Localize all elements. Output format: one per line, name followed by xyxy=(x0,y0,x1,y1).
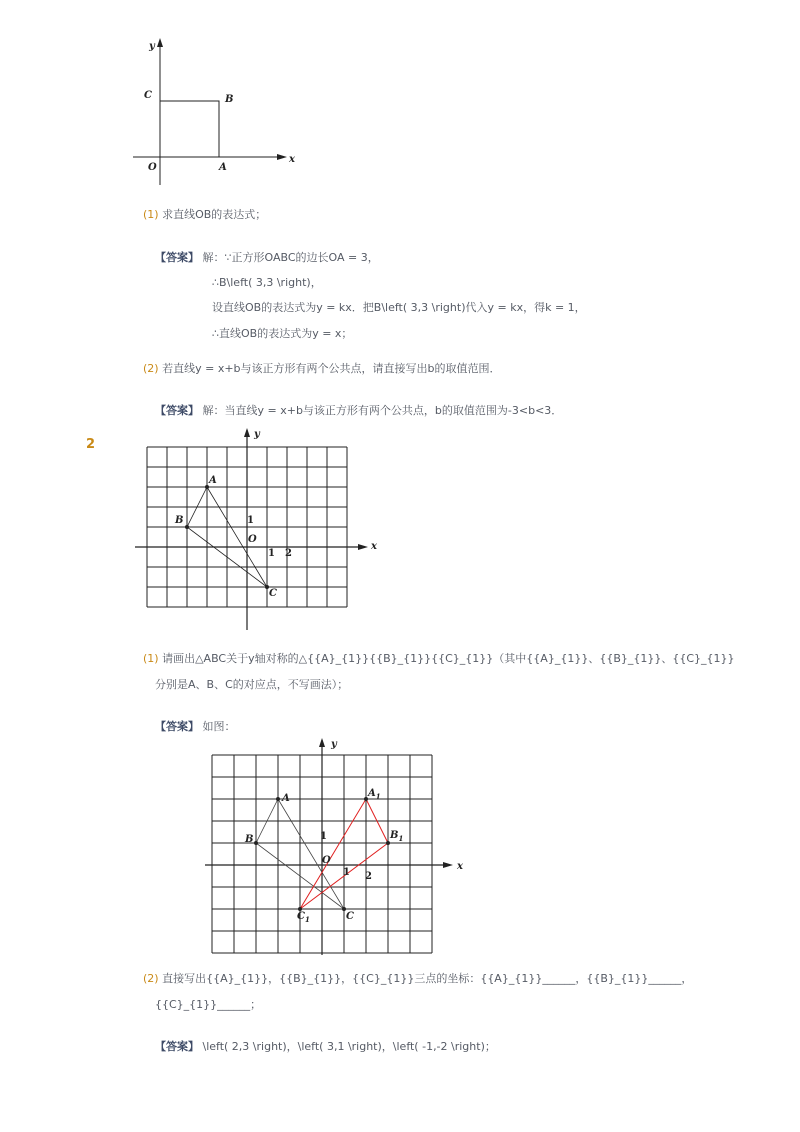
answer-text: 解：当直线y = x+b与该正方形有两个公共点，b的取值范围为-3<b<3． xyxy=(202,404,563,417)
origin-label: O xyxy=(248,534,257,545)
question-text-line-2: {{C}_{1}}______； xyxy=(155,998,262,1011)
question-text: 求直线OB的表达式； xyxy=(162,208,267,221)
question-number: (1) xyxy=(143,652,159,665)
answer-1-1 xyxy=(155,252,379,263)
question-1-2 xyxy=(143,363,501,374)
point-a-label: A xyxy=(219,162,227,173)
point-c1-label: $C_1$ xyxy=(297,911,310,924)
question-2-2 xyxy=(143,973,692,984)
problem-number: 2 xyxy=(86,437,96,452)
question-number: (2) xyxy=(143,972,159,985)
question-number: (1) xyxy=(143,208,159,221)
point-b-label: B xyxy=(225,94,234,105)
tick-label-y-1: 1 xyxy=(320,831,327,842)
point-c-label: C xyxy=(269,588,277,599)
tick-label-y-1: 1 xyxy=(247,515,254,526)
x-axis-label: x xyxy=(457,861,463,872)
origin-label: O xyxy=(322,855,331,866)
answer-2-2 xyxy=(155,1041,496,1052)
question-2-1 xyxy=(143,653,735,664)
point-b-label: B xyxy=(245,834,254,845)
answer-tag: 【答案】 xyxy=(155,720,199,733)
question-1-1 xyxy=(143,209,266,220)
point-c-label: C xyxy=(144,90,152,101)
answer-tag: 【答案】 xyxy=(155,1040,199,1053)
answer-line-1: 解：∵正方形OABC的边长OA = 3， xyxy=(202,251,379,264)
answer-line-4: ∴直线OB的表达式为y = x； xyxy=(212,327,353,340)
question-text: 若直线y = x+b与该正方形有两个公共点，请直接写出b的取值范围． xyxy=(162,362,501,375)
point-o-label: O xyxy=(148,162,157,173)
answer-tag: 【答案】 xyxy=(155,404,199,417)
answer-2-1 xyxy=(155,721,236,732)
question-text-line-2: 分别是A、B、C的对应点，不写画法）； xyxy=(155,678,349,691)
answer-text: \left( 2,3 \right)，\left( 3,1 \right)，\left( -1,-2 \right)； xyxy=(202,1040,496,1053)
point-b-label: B xyxy=(175,515,184,526)
answer-line-2: ∴B\left( 3,3 \right)， xyxy=(212,276,322,289)
y-axis-label: y xyxy=(331,739,337,750)
answer-tag: 【答案】 xyxy=(155,251,199,264)
x-axis-label: x xyxy=(289,154,295,165)
point-b1-label: $B_1$ xyxy=(390,830,404,843)
tick-label-x-1: 1 xyxy=(343,867,350,878)
answer-line-3: 设直线OB的表达式为y = kx．把B\left( 3,3 \right)代入y = kx，得k = 1， xyxy=(212,301,586,314)
point-a-label: A xyxy=(282,793,290,804)
tick-label-x-2: 2 xyxy=(365,871,372,882)
tick-label-x-2: 2 xyxy=(285,548,292,559)
y-axis-label: y xyxy=(149,41,155,52)
question-text-line-1: 请画出△ABC关于y轴对称的△{{A}_{1}}{{B}_{1}}{{C}_{1}}（其中{{A}_{1}}、{{B}_{1}}、{{C}_{1}} xyxy=(162,652,735,665)
question-number: (2) xyxy=(143,362,159,375)
grid-figure-1 xyxy=(130,425,390,635)
point-c-label: C xyxy=(346,911,354,922)
grid-figure-2 xyxy=(200,735,470,960)
x-axis-label: x xyxy=(371,541,377,552)
y-axis-label: y xyxy=(254,429,260,440)
square-figure xyxy=(130,35,310,195)
question-text-line-1: 直接写出{{A}_{1}}，{{B}_{1}}，{{C}_{1}}三点的坐标：{{A}_{1}}______，{{B}_{1}}______， xyxy=(162,972,693,985)
answer-text: 如图： xyxy=(202,720,236,733)
answer-1-2 xyxy=(155,405,562,416)
tick-label-x-1: 1 xyxy=(268,548,275,559)
point-a1-label: $A_1$ xyxy=(368,788,381,801)
point-a-label: A xyxy=(209,475,217,486)
